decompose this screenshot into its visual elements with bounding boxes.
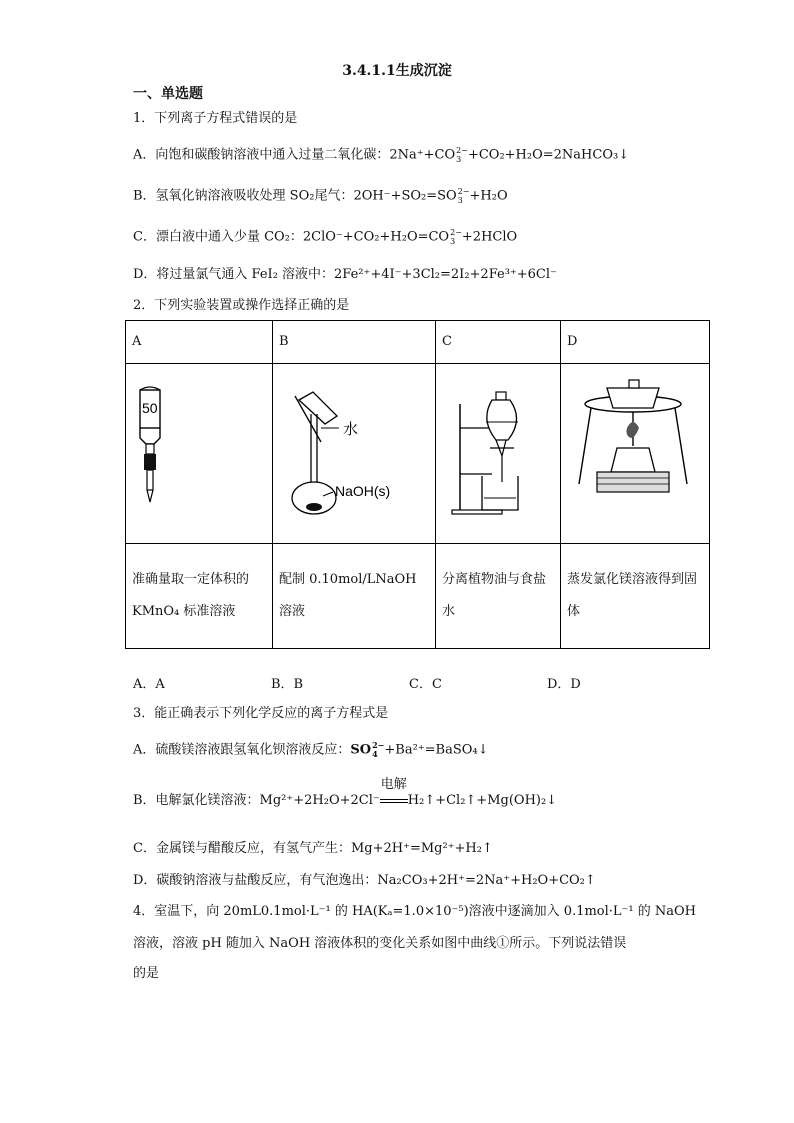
q3-option-b	[133, 777, 558, 810]
volumetric-flask-figure	[273, 364, 436, 544]
section-heading: 一、单选题	[133, 86, 203, 102]
electrolysis-condition: 电解	[380, 792, 408, 810]
q2-option-d: D．D	[547, 677, 581, 692]
col-header-a: A	[126, 321, 273, 364]
q3-a-tail: +Ba²⁺=BaSO₄↓	[384, 742, 489, 758]
q2-option-b: B．B	[271, 677, 304, 692]
page-title: 3.4.1.1生成沉淀	[342, 63, 452, 79]
q3-option-c: C．金属镁与醋酸反应，有氢气产生：Mg+2H⁺=Mg²⁺+H₂↑	[133, 841, 493, 856]
q2-apparatus-table	[125, 320, 710, 649]
ion-charge: 2− 3	[457, 187, 470, 205]
q2-option-c: C．C	[409, 677, 442, 692]
q2-stem: 2．下列实验装置或操作选择正确的是	[133, 298, 350, 313]
q1-option-b	[133, 187, 508, 206]
q1-stem: 1．下列离子方程式错误的是	[133, 111, 298, 126]
caption-c: 分离植物油与食盐水	[436, 544, 561, 649]
caption-d: 蒸发氯化镁溶液得到固体	[561, 544, 710, 649]
q3-b-text: B．电解氯化镁溶液：Mg²⁺+2H₂O+2Cl⁻	[133, 793, 380, 808]
caption-b: 配制 0.10mol/LNaOH 溶液	[273, 544, 436, 649]
q3-b-tail: H₂↑+Cl₂↑+Mg(OH)₂↓	[407, 793, 558, 808]
water-label: 水	[343, 421, 359, 438]
q4-line-2: 溶液，溶液 pH 随加入 NaOH 溶液体积的变化关系如图中曲线①所示。下列说法错误	[133, 936, 627, 951]
q4-line-3: 的是	[133, 966, 160, 981]
burette-figure	[126, 364, 273, 544]
ion-charge: 2− 3	[450, 228, 462, 246]
q4-line-1: 4．室温下，向 20mL0.1mol·L⁻¹ 的 HA(Kₐ=1.0×10⁻⁵)溶液中逐滴加入 0.1mol·L⁻¹ 的 NaOH	[133, 904, 697, 919]
evaporating-dish-figure	[561, 364, 710, 544]
col-header-d: D	[561, 321, 710, 364]
q3-option-d: D．碳酸钠溶液与盐酸反应，有气泡逸出：Na₂CO₃+2H⁺=2Na⁺+H₂O+CO₂↑	[133, 873, 596, 888]
q1-option-a	[133, 146, 629, 165]
separatory-funnel-figure	[436, 364, 561, 544]
q1-option-c	[133, 228, 517, 247]
caption-a: 准确量取一定体积的 KMnO₄ 标准溶液	[126, 544, 273, 649]
burette-label: 50	[142, 400, 158, 416]
q1-option-d: D．将过量氯气通入 FeI₂ 溶液中：2Fe²⁺+4I⁻+3Cl₂=2I₂+2Fe³⁺+6Cl⁻	[133, 267, 557, 282]
q1-b-text: B．氢氧化钠溶液吸收处理 SO₂尾气：2OH⁻+SO₂=SO	[133, 188, 457, 204]
q3-a-text: A．硫酸镁溶液跟氢氧化钡溶液反应：	[133, 742, 351, 758]
q1-a-tail: +CO₂+H₂O=2NaHCO₃↓	[467, 147, 630, 163]
q3-option-a	[133, 741, 489, 760]
q3-stem: 3．能正确表示下列化学反应的离子方程式是	[133, 706, 389, 721]
q1-c-text: C．漂白液中通入少量 CO₂：2ClO⁻+CO₂+H₂O=CO	[133, 229, 450, 245]
q1-a-text: A．向饱和碳酸钠溶液中通入过量二氧化碳：2Na⁺+CO	[133, 147, 456, 163]
naoh-label: NaOH(s)	[335, 483, 391, 499]
col-header-b: B	[273, 321, 436, 364]
col-header-c: C	[436, 321, 561, 364]
q2-option-a: A．A	[133, 677, 165, 692]
ion-charge: 2− 3	[456, 146, 468, 164]
q1-b-tail: +H₂O	[469, 188, 508, 204]
q1-c-tail: +2HClO	[461, 229, 518, 245]
ion-charge: 2− 4	[372, 740, 385, 759]
q3-a-ion: SO	[350, 742, 372, 758]
